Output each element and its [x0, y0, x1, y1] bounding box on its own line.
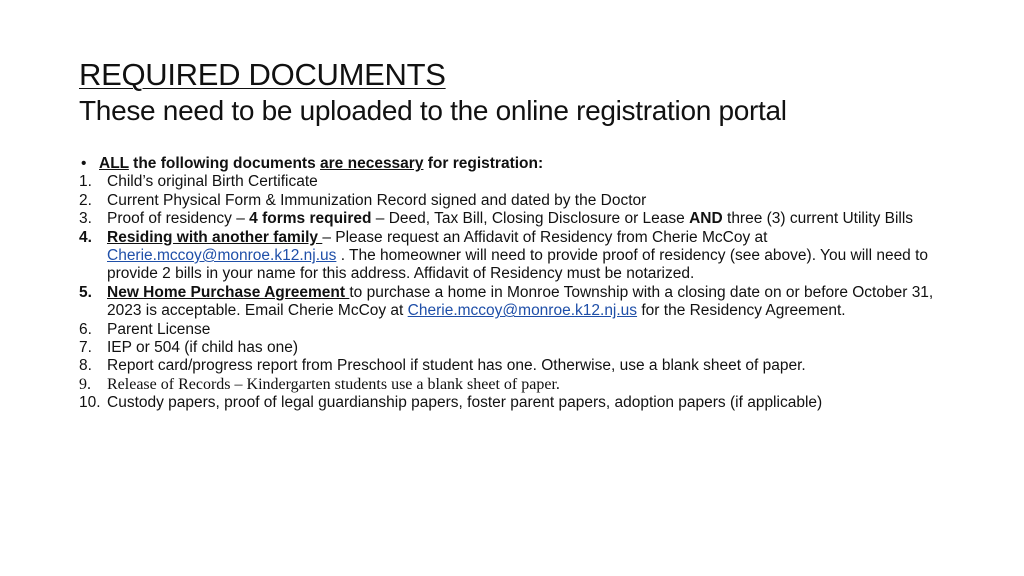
requirements-list: [79, 155, 959, 413]
list-item-6: [79, 321, 959, 339]
email-link[interactable]: Cherie.mccoy@monroe.k12.nj.us: [107, 247, 337, 265]
intro-middle: the following documents: [128, 155, 321, 172]
item-number: 5.: [79, 283, 92, 301]
list-item-4: [79, 229, 959, 284]
list-item-2: [79, 192, 959, 210]
item-4-part1: – Please request an Affidavit of Residency from Cherie McCoy at: [322, 228, 768, 246]
item-text: [107, 284, 959, 321]
list-item-10: [79, 394, 959, 412]
item-5-part1: to purchase a home in Monroe Township with a closing date on or before October 31, 2023 is acceptable. Email Cherie McCoy at: [107, 283, 934, 320]
item-text: Custody papers, proof of legal guardianship papers, foster parent papers, adoption papers (if applicable): [107, 394, 823, 412]
intro-line: [79, 155, 959, 173]
page-title: REQUIRED DOCUMENTS: [79, 57, 446, 92]
page-subtitle: These need to be uploaded to the online registration portal: [79, 95, 787, 126]
list-item-9: [79, 376, 959, 394]
bullet-marker: •: [81, 155, 87, 172]
item-text: Release of Records – Kindergarten students use a blank sheet of paper.: [107, 375, 560, 393]
item-number: 8.: [79, 357, 92, 375]
item-3-part1: Proof of residency –: [107, 210, 250, 228]
email-link[interactable]: Cherie.mccoy@monroe.k12.nj.us: [407, 302, 638, 320]
list-item-5: [79, 284, 959, 321]
item-text: [107, 229, 959, 284]
item-number: 10.: [79, 394, 101, 412]
item-3-part3: three (3) current Utility Bills: [722, 210, 914, 228]
intro-text: [99, 155, 959, 173]
list-item-7: [79, 339, 959, 357]
item-5-part2: for the Residency Agreement.: [637, 302, 846, 320]
item-text: IEP or 504 (if child has one): [107, 339, 298, 357]
intro-all: ALL: [99, 155, 129, 172]
item-4-part2: . The homeowner will need to provide proof of residency (see above). You will need to provide 2 bills in your name for this address. Affidavit of Residency must be notarized.: [107, 247, 929, 283]
item-text: Report card/progress report from Preschool if student has one. Otherwise, use a blank sheet of paper.: [107, 357, 806, 375]
intro-necessary: are necessary: [320, 155, 424, 172]
item-text: Child’s original Birth Certificate: [107, 173, 318, 191]
item-number: 3.: [79, 210, 92, 228]
list-item-8: [79, 357, 959, 375]
item-number: 1.: [79, 173, 92, 191]
item-number: 6.: [79, 320, 92, 338]
item-number: 2.: [79, 191, 92, 209]
item-text: [107, 210, 959, 228]
title-block: [79, 57, 979, 129]
item-3-bold1: 4 forms required: [249, 210, 372, 228]
intro-end: for registration:: [423, 155, 544, 172]
item-4-heading: Residing with another family: [107, 228, 323, 246]
list-item-1: [79, 173, 959, 191]
item-5-heading: New Home Purchase Agreement: [107, 283, 350, 301]
item-number: 9.: [79, 375, 91, 393]
item-text: Parent License: [107, 320, 211, 338]
item-number: 7.: [79, 339, 92, 357]
list-item-3: [79, 210, 959, 228]
item-number: 4.: [79, 228, 92, 246]
item-text: Current Physical Form & Immunization Record signed and dated by the Doctor: [107, 191, 647, 209]
item-3-part2: – Deed, Tax Bill, Closing Disclosure or Lease: [371, 210, 690, 228]
item-3-bold2: AND: [689, 210, 723, 228]
